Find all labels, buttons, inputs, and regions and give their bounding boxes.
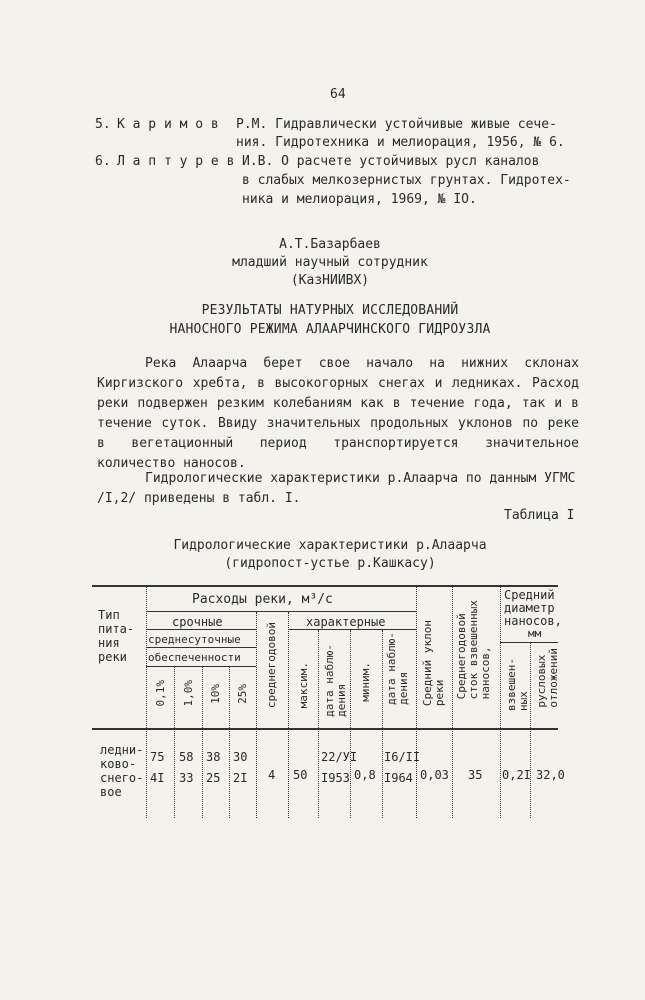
col-sep-5 (256, 612, 257, 818)
reference-6-line-3: ника и мелиорация, 1969, № IO. (242, 192, 477, 207)
col-sep-9 (382, 630, 383, 818)
author-organization: (КазНИИВХ) (290, 273, 370, 288)
table-caption-line-2: (гидропост-устье р.Кашкасу) (224, 556, 436, 571)
author-name: А.Т.Базарбаев (279, 237, 381, 252)
header-p10: 10% (209, 684, 222, 704)
cell-min: 0,8 (354, 768, 376, 782)
reference-6-line-1: И.В. О расчете устойчивых русл каналов (242, 154, 540, 169)
header-p25: 25% (236, 684, 249, 704)
cell-slope: 0,03 (420, 768, 449, 782)
header-runoff: Среднегодовой сток взвешенных наносов, (455, 600, 492, 700)
table-caption-line-1: Гидрологические характеристики р.Алаарча (173, 538, 487, 553)
cell-bed: 32,0 (536, 768, 565, 782)
header-urgent: срочные (172, 615, 223, 629)
header-diameter-2: диаметр (504, 601, 555, 615)
mean-urgent-rule (146, 647, 256, 648)
col-sep-13 (530, 643, 531, 818)
cell-max-date-a: 22/УI (321, 750, 358, 764)
header-min-date: дата наблю- дения (385, 632, 410, 705)
header-diameter-4: мм (528, 627, 542, 640)
table-label: Таблица I (504, 508, 575, 523)
cell-max-date-b: I953 (321, 771, 350, 785)
cell-p01-b: 4I (150, 771, 165, 785)
supply-rule (146, 666, 256, 667)
header-min: миним. (359, 662, 372, 702)
cell-p10-b: 25 (206, 771, 221, 785)
header-type-1: Тип (98, 608, 120, 622)
row-type-2: ково- (100, 757, 137, 771)
cell-p25-a: 30 (233, 750, 248, 764)
characteristic-rule (288, 629, 416, 630)
header-suspended: взвешен- ных (505, 658, 530, 711)
reference-5-line-2: ния. Гидротехника и мелиорация, 1956, № 6. (236, 135, 565, 150)
hydrology-table (92, 580, 565, 820)
table-top-rule (92, 585, 558, 587)
header-p01: 0,1% (154, 680, 167, 707)
urgent-rule (146, 629, 256, 630)
table-header-rule (92, 728, 558, 730)
col-sep-6 (288, 612, 289, 818)
col-sep-11 (452, 586, 453, 818)
article-title-line-2: НАНОСНОГО РЕЖИМА АЛААРЧИНСКОГО ГИДРОУЗЛА (169, 322, 491, 337)
body-paragraph-1: Река Алаарча берет свое начало на нижних склонах Киргизского хребта, в высокогорных снегах и ледниках. Расход реки подвержен резким колебаниям как в течение года, так и в течение суток. Ввиду значительных продольных уклонов по реке в вегетационный период транспортируется значительное количество наносов. (97, 356, 579, 471)
row-type-4: вое (100, 785, 122, 799)
page-number: 64 (330, 87, 346, 102)
diameter-rule (500, 642, 558, 643)
cell-p1-b: 33 (179, 771, 194, 785)
author-position: младший научный сотрудник (232, 255, 428, 270)
header-flows: Расходы реки, м³/с (192, 592, 333, 607)
reference-6-number: 6. (95, 154, 111, 169)
cell-runoff: 35 (468, 768, 483, 782)
col-sep-10 (416, 586, 417, 818)
reference-5-line-1: Р.М. Гидравлически устойчивые живые сече- (236, 117, 557, 132)
cell-p25-b: 2I (233, 771, 248, 785)
header-mean-urgent: среднесуточные (148, 633, 241, 646)
cell-p01-a: 75 (150, 750, 165, 764)
header-max-date: дата наблю- дения (323, 644, 348, 717)
header-max: максим. (297, 662, 310, 709)
cell-min-date-b: I964 (384, 771, 413, 785)
header-slope: Средний уклон реки (421, 620, 446, 707)
cell-p1-a: 58 (179, 750, 194, 764)
cell-p10-a: 38 (206, 750, 221, 764)
reference-5-number: 5. (95, 117, 111, 132)
reference-6-author: Л а п т у р е в (117, 154, 235, 169)
header-diameter-1: Средний (504, 588, 555, 602)
header-diameter-3: наносов, (504, 614, 562, 628)
header-type-4: реки (98, 650, 127, 664)
row-type-1: ледни- (100, 743, 144, 757)
col-sep-4 (229, 667, 230, 818)
header-type-2: пита- (98, 622, 135, 636)
header-supply: обеспеченности (148, 651, 241, 664)
cell-min-date-a: I6/II (384, 750, 421, 764)
row-type-3: снего- (100, 771, 144, 785)
reference-5-author: К а р и м о в (117, 117, 219, 132)
col-sep-2 (174, 667, 175, 818)
reference-6-line-2: в слабых мелкозернистых грунтах. Гидротех- (242, 173, 571, 188)
flows-rule (146, 611, 416, 612)
header-p1: 1,0% (182, 680, 195, 707)
cell-max: 50 (293, 768, 308, 782)
cell-annual: 4 (268, 768, 276, 782)
header-bed: русловых отложений (535, 648, 560, 708)
header-characteristic: характерные (306, 615, 386, 629)
body-paragraph-2: Гидрологические характеристики р.Алаарча по данным УГМС /I,2/ приведены в табл. I. (97, 471, 576, 506)
cell-suspended: 0,2I (502, 768, 531, 782)
header-type-3: ния (98, 636, 120, 650)
col-sep-3 (202, 667, 203, 818)
article-title-line-1: РЕЗУЛЬТАТЫ НАТУРНЫХ ИССЛЕДОВАНИЙ (201, 303, 459, 318)
col-sep-12 (500, 586, 501, 818)
col-sep-1 (146, 586, 147, 818)
col-sep-7 (318, 630, 319, 818)
col-sep-8 (350, 630, 351, 818)
header-annual: среднегодовой (265, 622, 278, 709)
